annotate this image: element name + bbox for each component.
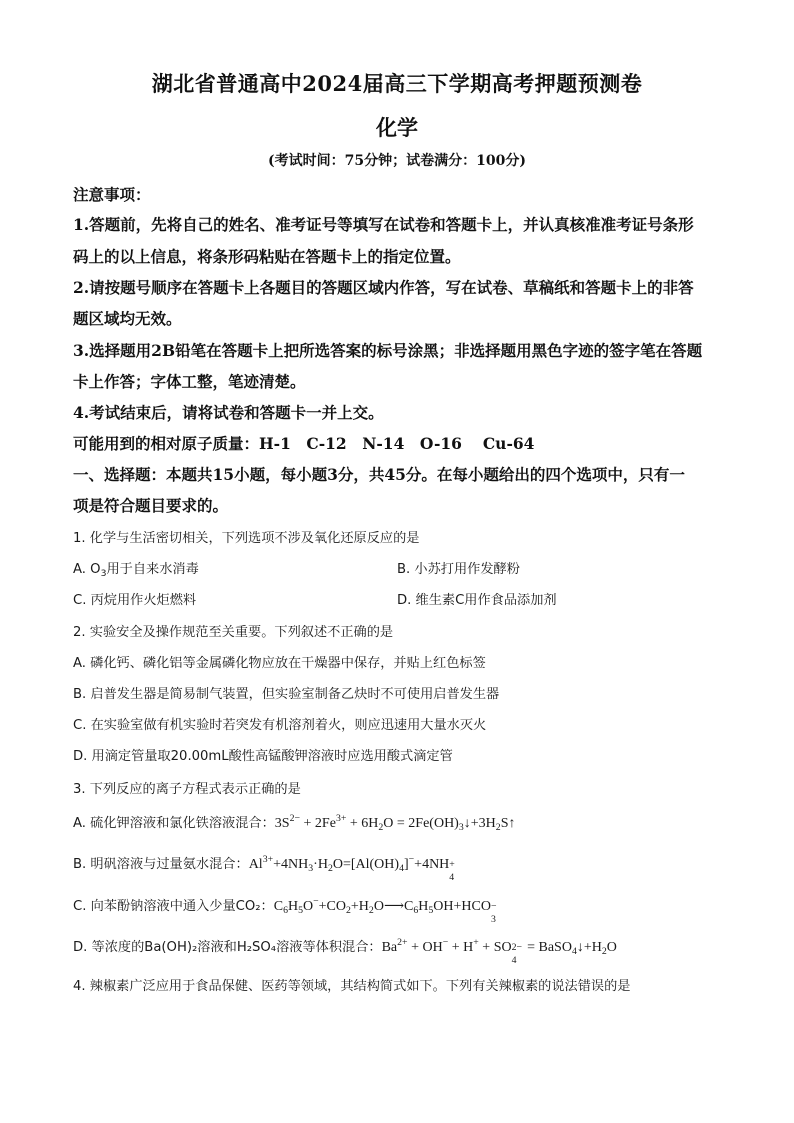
q3-a-equation: $3S^{2-} + 2Fe^{3+} + 6H_2O$ = $2Fe(OH)_3↓+3H_2S↑$ bbox=[274, 813, 516, 833]
section-1-line-2: 项是符合题目要求的。 bbox=[73, 496, 229, 515]
notice-item-3-line-2: 卡上作答；字体工整，笔迹清楚。 bbox=[73, 372, 306, 391]
notice-item-3-line-1: 3.选择题用2B铅笔在答题卡上把所选答案的标号涂黑；非选择题用黑色字迹的签字笔在答题 bbox=[73, 341, 703, 360]
q1-option-d: D. 维生素C用作食品添加剂 bbox=[397, 593, 557, 608]
q2-option-d: D. 用滴定管量取20.00mL酸性高锰酸钾溶液时应选用酸式滴定管 bbox=[73, 749, 453, 764]
q1-option-b: B. 小苏打用作发酵粉 bbox=[397, 562, 520, 577]
notice-item-1-line-1: 1.答题前，先将自己的姓名、准考证号等填写在试卷和答题卡上，并认真核准准考证号条形 bbox=[73, 215, 694, 234]
q2-option-a: A. 磷化钙、磷化铝等金属磷化物应放在干燥器中保存，并贴上红色标签 bbox=[73, 656, 486, 671]
q3-option-a: A. 硫化钾溶液和氯化铁溶液混合：$3S^{2-} + 2Fe^{3+} + 6H_2O$ = $2Fe(OH)_3↓+3H_2S↑$ bbox=[73, 813, 516, 833]
q1-stem: 1. 化学与生活密切相关，下列选项不涉及氧化还原反应的是 bbox=[73, 531, 420, 546]
q3-d-equation: $Ba^{2+} + OH^- + H^+$ + SO 2− 4 = $BaSO_4↓+H_2O$ bbox=[381, 937, 617, 966]
q3-option-c: C. 向苯酚钠溶液中通入少量CO₂：$C_6H_5O^-+CO_2+H_2O⟶C_6H_5OH+HCO$ − 3 bbox=[73, 896, 497, 925]
q3-b-equation: $Al^{3+}+4NH_3\cdot H_2O=[Al(OH)_4]^-+4NH$ + 4 bbox=[248, 854, 455, 883]
q3-stem: 3. 下列反应的离子方程式表示正确的是 bbox=[73, 782, 301, 797]
notice-heading: 注意事项： bbox=[73, 185, 151, 204]
notice-item-1-line-2: 码上的以上信息，将条形码粘贴在答题卡上的指定位置。 bbox=[73, 247, 461, 266]
section-1-line-1: 一、选择题：本题共15小题，每小题3分，共45分。在每小题给出的四个选项中，只有一 bbox=[73, 465, 685, 484]
q4-stem: 4. 辣椒素广泛应用于食品保健、医药等领域，其结构简式如下。下列有关辣椒素的说法错误的是 bbox=[73, 979, 631, 994]
q2-option-b: B. 启普发生器是简易制气装置，但实验室制备乙炔时不可使用启普发生器 bbox=[73, 687, 500, 702]
subject-title: 化学 bbox=[376, 115, 418, 140]
q3-option-d: D. 等浓度的Ba(OH)₂溶液和H₂SO₄溶液等体积混合：$Ba^{2+} + OH^- + H^+$ + SO 2− 4 = $BaSO_4↓+H_2O$ bbox=[73, 937, 617, 966]
q2-option-c: C. 在实验室做有机实验时若突发有机溶剂着火，则应迅速用大量水灭火 bbox=[73, 718, 487, 733]
q1-option-c: C. 丙烷用作火炬燃料 bbox=[73, 593, 197, 608]
q3-c-equation: $C_6H_5O^-+CO_2+H_2O⟶C_6H_5OH+HCO$ − 3 bbox=[273, 896, 497, 925]
q2-stem: 2. 实验安全及操作规范至关重要。下列叙述不正确的是 bbox=[73, 625, 394, 640]
notice-item-4: 4.考试结束后，请将试卷和答题卡一并上交。 bbox=[73, 403, 384, 422]
notice-item-2-line-2: 题区域均无效。 bbox=[73, 309, 182, 328]
q3-option-b: B. 明矾溶液与过量氨水混合：$Al^{3+}+4NH_3\cdot H_2O=[Al(OH)_4]^-+4NH$ + 4 bbox=[73, 854, 455, 883]
atomic-masses: 可能用到的相对原子质量：H-1 C-12 N-14 O-16 Cu-64 bbox=[73, 434, 535, 453]
q1-option-a: A. $O_3$用于自来水消毒 bbox=[73, 562, 199, 579]
notice-item-2-line-1: 2.请按题号顺序在答题卡上各题目的答题区域内作答，写在试卷、草稿纸和答题卡上的非答 bbox=[73, 278, 694, 297]
exam-title: 湖北省普通高中2024届高三下学期高考押题预测卷 bbox=[151, 71, 643, 96]
exam-info: (考试时间：75分钟；试卷满分：100分) bbox=[268, 153, 526, 169]
